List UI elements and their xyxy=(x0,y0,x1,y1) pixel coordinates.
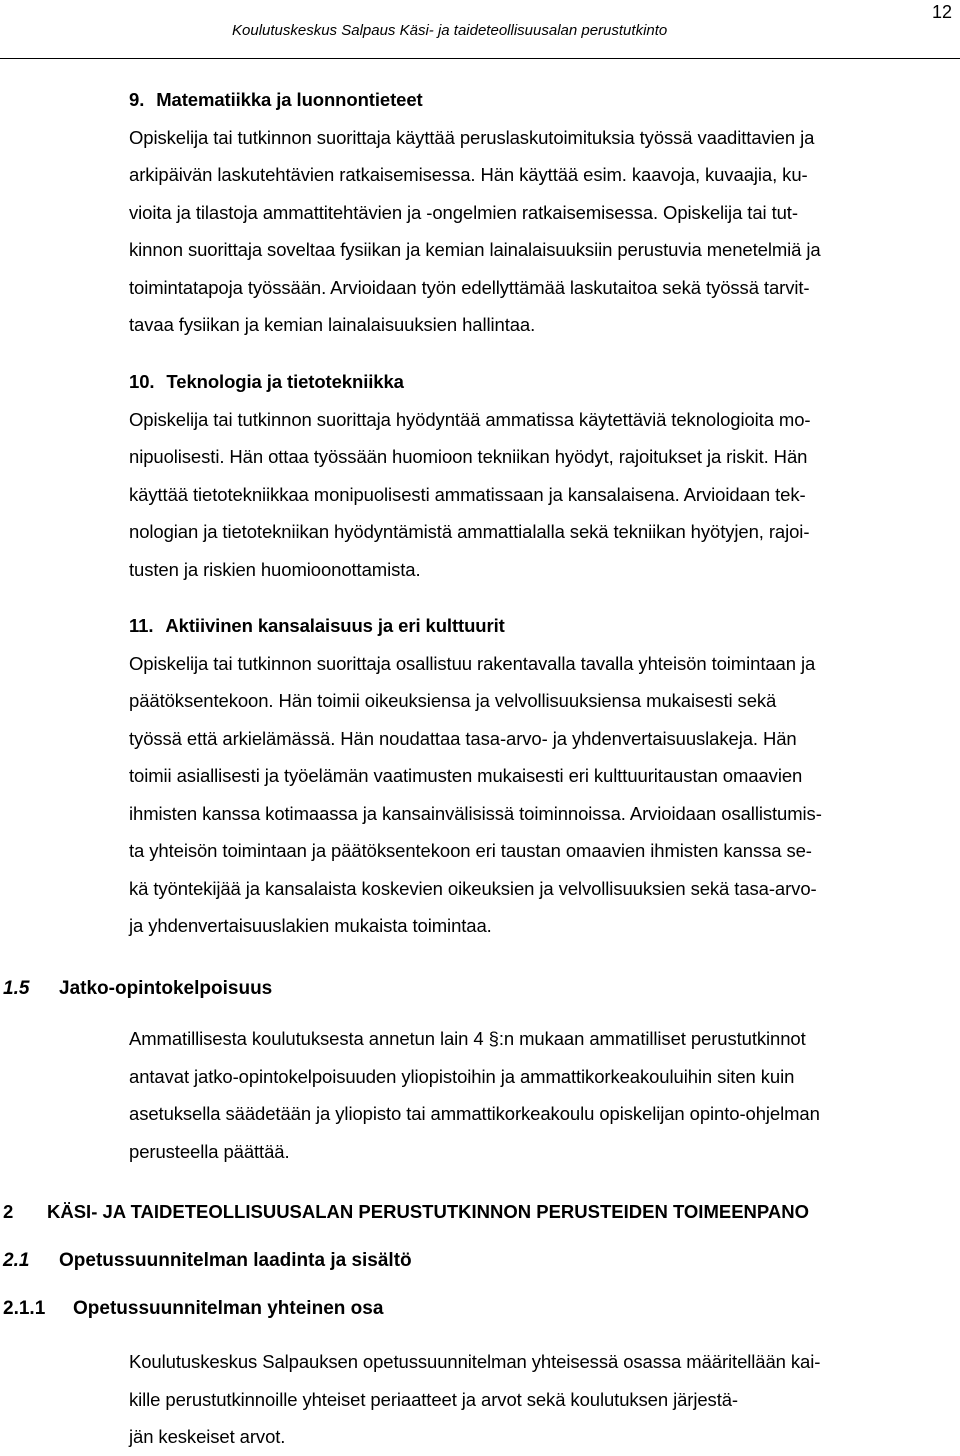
section-heading-2-1 xyxy=(3,1250,412,1272)
paragraph-line: Opiskelija tai tutkinnon suorittaja osallistuu rakentavalla tavalla yhteisön toimintaan ja xyxy=(129,652,816,674)
item-title: Aktiivinen kansalaisuus ja eri kulttuurit xyxy=(165,615,505,636)
section-title: Jatko-opintokelpoisuus xyxy=(59,978,273,999)
page-number: 12 xyxy=(931,2,952,22)
running-header: Koulutuskeskus Salpaus Käsi- ja taideteollisuusalan perustutkinto xyxy=(232,22,668,39)
section-title: Opetussuunnitelman yhteinen osa xyxy=(73,1298,384,1319)
section-heading-2-1-1 xyxy=(3,1298,383,1320)
header-rule xyxy=(0,58,960,59)
paragraph-line: antavat jatko-opintokelpoisuuden yliopistoihin ja ammattikorkeakouluihin siten kuin xyxy=(129,1065,795,1087)
item-number: 9. xyxy=(129,89,145,110)
paragraph-line: kä työntekijää ja kansalaista koskevien oikeuksien ja velvollisuuksien sekä tasa-arvo- xyxy=(129,877,817,899)
paragraph-line: kille perustutkinnoille yhteiset periaatteet ja arvot sekä koulutuksen järjestä- xyxy=(129,1388,738,1410)
section-number: 2 xyxy=(3,1201,14,1222)
paragraph-line: tusten ja riskien huomioonottamista. xyxy=(129,558,421,580)
paragraph-line: työssä että arkielämässä. Hän noudattaa tasa-arvo- ja yhdenvertaisuuslakeja. Hän xyxy=(129,727,797,749)
section-heading-1-5 xyxy=(3,978,272,1000)
paragraph-line: käyttää tietotekniikkaa monipuolisesti ammatissaan ja kansalaisena. Arvioidaan tek- xyxy=(129,483,806,505)
paragraph-line: nipuolisesti. Hän ottaa työssään huomioon tekniikan hyödyt, rajoitukset ja riskit. Hän xyxy=(129,446,808,467)
paragraph-line: arkipäivän laskutehtävien ratkaisemisessa. Hän käyttää esim. kaavoja, kuvaajia, ku- xyxy=(129,164,808,185)
paragraph-line: Ammatillisesta koulutuksesta annetun lain 4 §:n mukaan ammatilliset perustutkinnot xyxy=(129,1028,806,1049)
item-title: Matematiikka ja luonnontieteet xyxy=(156,89,423,110)
paragraph-line: jän keskeiset arvot. xyxy=(129,1426,286,1447)
item-number: 11. xyxy=(129,615,154,636)
item-title: Teknologia ja tietotekniikka xyxy=(166,371,404,392)
section-number: 2.1.1 xyxy=(3,1298,46,1319)
item-heading xyxy=(129,363,952,401)
paragraph-line: kinnon suorittaja soveltaa fysiikan ja kemian lainalaisuuksiin perustuvia menetelmiä ja xyxy=(129,239,821,260)
paragraph-line: ja yhdenvertaisuuslakien mukaista toimintaa. xyxy=(129,915,492,936)
section-number: 2.1 xyxy=(3,1250,30,1271)
section-title: Opetussuunnitelman laadinta ja sisältö xyxy=(59,1250,412,1271)
paragraph-line: nologian ja tietotekniikan hyödyntämistä ammattialalla sekä tekniikan hyötyjen, rajoi- xyxy=(129,521,810,542)
item-10 xyxy=(129,363,952,588)
paragraph-line: toimii asiallisesti ja työelämän vaatimusten mukaisesti eri kulttuuritaustan omaavien xyxy=(129,765,803,786)
item-9 xyxy=(129,81,952,344)
paragraph-line: ihmisten kanssa kotimaassa ja kansainvälisissä toiminnoissa. Arvioidaan osallistumis- xyxy=(129,802,822,824)
paragraph-line: asetuksella säädetään ja yliopisto tai ammattikorkeakoulu opiskelijan opinto-ohjelman xyxy=(129,1103,820,1124)
paragraph-line: perusteella päättää. xyxy=(129,1140,290,1162)
paragraph-line: Opiskelija tai tutkinnon suorittaja käyttää peruslaskutoimituksia työssä vaadittavien ja xyxy=(129,126,815,148)
section-number: 1.5 xyxy=(3,978,30,999)
paragraph-line: päätöksentekoon. Hän toimii oikeuksiensa ja velvollisuuksiensa mukaisesti sekä xyxy=(129,690,777,711)
item-heading xyxy=(129,607,952,645)
paragraph-line: ta yhteisön toimintaan ja päätöksentekoon eri taustan omaavien ihmisten kanssa se- xyxy=(129,840,812,861)
paragraph-line: tavaa fysiikan ja kemian lainalaisuuksien hallintaa. xyxy=(129,314,536,335)
paragraph-line: Koulutuskeskus Salpauksen opetussuunnitelman yhteisessä osassa määritellään kai- xyxy=(129,1351,821,1372)
section-title: KÄSI- JA TAIDETEOLLISUUSALAN PERUSTUTKINNON PERUSTEIDEN TOIMEENPANO xyxy=(47,1201,809,1222)
section-heading-2 xyxy=(3,1201,809,1223)
item-number: 10. xyxy=(129,371,155,392)
section-1-5-body xyxy=(129,1020,952,1170)
item-heading xyxy=(129,81,952,119)
paragraph-line: vioita ja tilastoja ammattitehtävien ja -ongelmien ratkaisemisessa. Opiskelija tai tut- xyxy=(129,201,798,223)
item-11 xyxy=(129,607,952,945)
paragraph-line: toimintatapoja työssään. Arvioidaan työn edellyttämää laskutaitoa sekä työssä tarvit- xyxy=(129,276,810,298)
paragraph-line: Opiskelija tai tutkinnon suorittaja hyödyntää ammatissa käytettäviä teknologioita mo- xyxy=(129,408,811,430)
section-2-1-1-body xyxy=(129,1343,952,1456)
